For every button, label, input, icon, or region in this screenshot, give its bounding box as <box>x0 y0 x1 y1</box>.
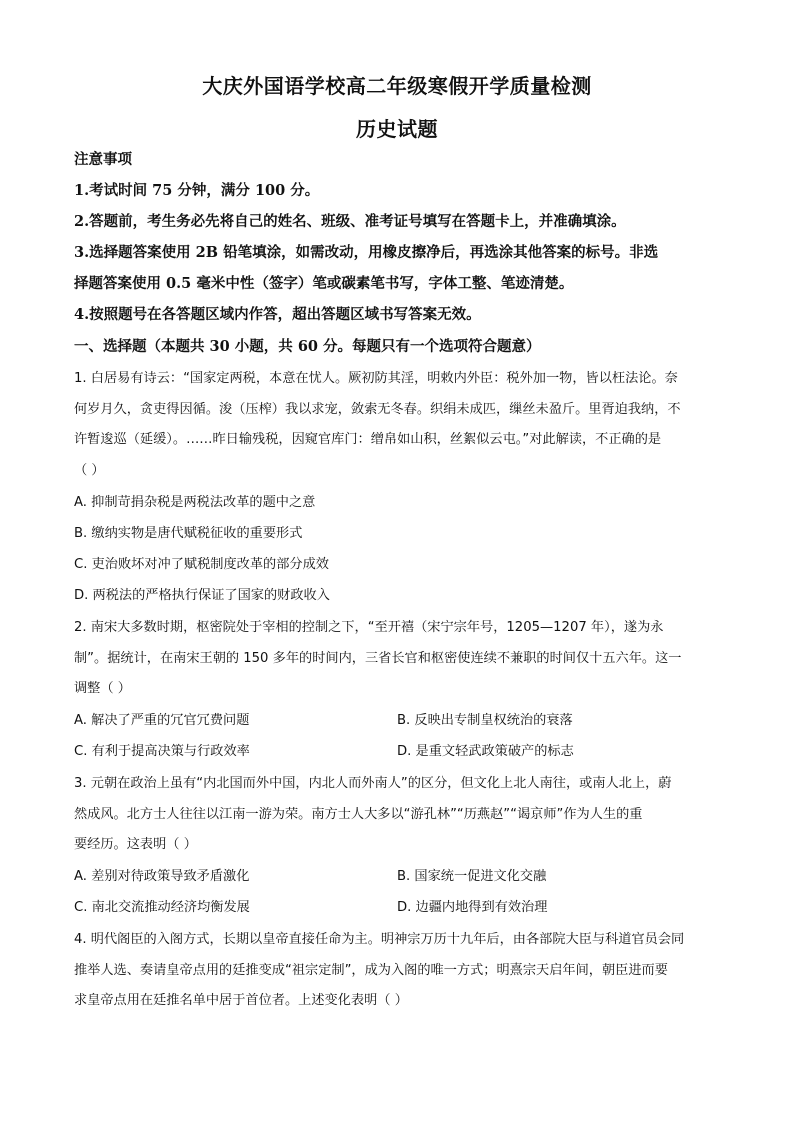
question-1-text: 1. 白居易有诗云：“国家定两税，本意在忧人。厥初防其淫，明敕内外臣：税外加一物，皆以枉法论。奈 <box>74 371 678 386</box>
question-2-option-a: A. 解决了严重的冗官冗费问题 <box>74 713 250 728</box>
notice-item: 2.答题前，考生务必先将自己的姓名、班级、准考证号填写在答题卡上，并准确填涂。 <box>74 213 626 230</box>
question-2-option-b: B. 反映出专制皇权统治的衰落 <box>397 713 573 728</box>
question-3-text: 然成风。北方士人往往以江南一游为荣。南方士人大多以“游孔林”“历燕赵”“谒京师”作为人生的重 <box>74 807 643 822</box>
question-2-text: 制”。据统计，在南宋王朝的 150 多年的时间内，三省长官和枢密使连续不兼职的时间仅十五六年。这一 <box>74 651 682 666</box>
question-3-option-a: A. 差别对待政策导致矛盾激化 <box>74 869 250 884</box>
question-1-option-a: A. 抑制苛捐杂税是两税法改革的题中之意 <box>74 495 316 510</box>
question-1-option-d: D. 两税法的严格执行保证了国家的财政收入 <box>74 588 330 603</box>
notice-item: 4.按照题号在各答题区域内作答，超出答题区域书写答案无效。 <box>74 306 481 323</box>
question-2-option-d: D. 是重文轻武政策破产的标志 <box>397 744 574 759</box>
notice-item: 1.考试时间 75 分钟，满分 100 分。 <box>74 182 320 199</box>
question-4-text: 4. 明代阁臣的入阁方式，长期以皇帝直接任命为主。明神宗万历十九年后，由各部院大臣与科道官员会同 <box>74 932 685 947</box>
question-2-option-c: C. 有利于提高决策与行政效率 <box>74 744 250 759</box>
question-4-text: 求皇帝点用在廷推名单中居于首位者。上述变化表明（ ） <box>74 993 408 1008</box>
question-3-text: 3. 元朝在政治上虽有“内北国而外中国，内北人而外南人”的区分，但文化上北人南往，或南人北上，蔚 <box>74 776 672 791</box>
question-1-option-c: C. 吏治败坏对冲了赋税制度改革的部分成效 <box>74 557 329 572</box>
question-1-option-b: B. 缴纳实物是唐代赋税征收的重要形式 <box>74 526 303 541</box>
question-4-text: 推举人选、奏请皇帝点用的廷推变成“祖宗定制”，成为入阁的唯一方式；明熹宗天启年间，朝臣进而要 <box>74 963 668 978</box>
question-3-option-b: B. 国家统一促进文化交融 <box>397 869 547 884</box>
notice-item: 择题答案使用 0.5 毫米中性（签字）笔或碳素笔书写，字体工整、笔迹清楚。 <box>74 275 574 292</box>
question-2-text: 2. 南宋大多数时期，枢密院处于宰相的控制之下，“至开禧（宋宁宗年号，1205—1207 年），遂为永 <box>74 620 664 635</box>
question-2-text: 调整（ ） <box>74 681 131 696</box>
notice-heading: 注意事项 <box>74 151 132 168</box>
question-1-text: 何岁月久，贪吏得因循。浚（压榨）我以求宠，敛索无冬春。织绢未成匹，缫丝未盈斤。里胥迫我纳，不 <box>74 402 681 417</box>
question-1-blank: （ ） <box>74 463 105 478</box>
question-1-text: 许暂逡巡（延缓）。……昨日输残税，因窥官库门：缯帛如山积，丝絮似云屯。”对此解读，不正确的是 <box>74 432 662 447</box>
section-heading: 一、选择题（本题共 30 小题，共 60 分。每题只有一个选项符合题意） <box>74 338 541 355</box>
question-3-text: 要经历。这表明（ ） <box>74 837 197 852</box>
question-3-option-c: C. 南北交流推动经济均衡发展 <box>74 900 250 915</box>
question-3-option-d: D. 边疆内地得到有效治理 <box>397 900 548 915</box>
exam-subtitle: 历史试题 <box>356 117 438 141</box>
notice-item: 3.选择题答案使用 2B 铅笔填涂，如需改动，用橡皮擦净后，再选涂其他答案的标号。非选 <box>74 244 659 261</box>
exam-title: 大庆外国语学校高二年级寒假开学质量检测 <box>202 74 592 98</box>
